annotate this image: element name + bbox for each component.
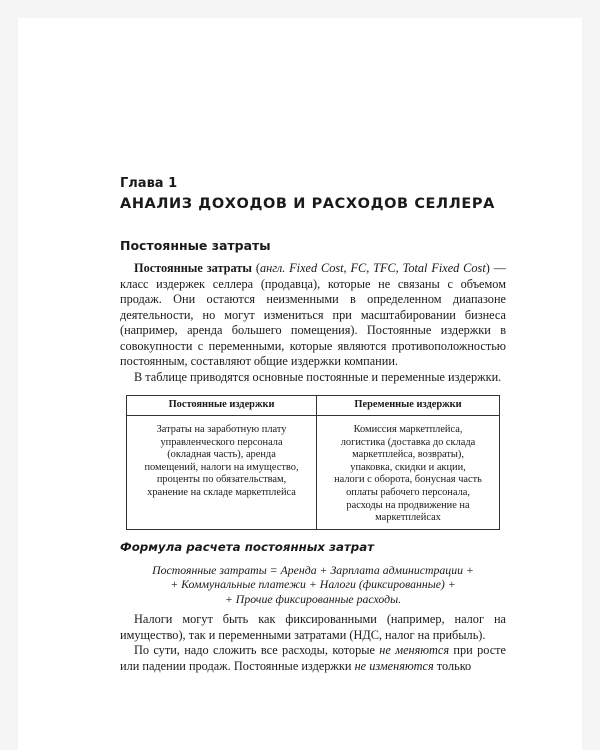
formula-line: Постоянные затраты = Аренда + Зарплата администрации +	[152, 562, 474, 577]
variable-line: маркетплейса, возвраты),	[352, 449, 464, 461]
book-page	[18, 18, 582, 750]
term-alias: англ. Fixed Cost, FC, TFC, Total Fixed Cost	[259, 261, 486, 275]
fixed-line: проценты по обязательствам,	[156, 474, 287, 486]
paragraph-table-intro: В таблице приводятся основные постоянные и переменные издержки.	[134, 369, 502, 384]
cell-variable-costs	[317, 416, 500, 530]
variable-line: налоги с оборота, бонусная часть	[334, 474, 482, 486]
page-content	[120, 176, 506, 674]
fixed-line: Затраты на заработную плату	[156, 424, 287, 435]
table-header-row	[127, 396, 500, 416]
fixed-line: (окладная часть), аренда	[167, 449, 276, 461]
paragraph-taxes: Налоги могут быть как фиксированными (например, налог на имущество), так и переменными затратами (НДС, налог на прибыль).	[120, 612, 506, 642]
definition-text: ) — класс издержек селлера (продавца), которые не связаны с объемом продаж. Они остаются неизменными в определенном диапазоне деятельности, но могут измениться при масштабировании бизнеса (например, аренда большего помещения). Постоянные издержки в совокупности с переменными, которые являются противоположностью постоянным, составляют общие издержки компании.	[120, 261, 506, 368]
term-bold: Постоянные затраты	[134, 261, 252, 275]
variable-line: Комиссия маркетплейса,	[353, 424, 463, 435]
formula-line: + Коммунальные платежи + Налоги (фиксированные) +	[170, 577, 456, 592]
summary-text: только	[433, 658, 472, 673]
summary-emphasis: не меняются	[379, 643, 450, 658]
variable-line: оплаты рабочего персонала,	[346, 486, 470, 498]
chapter-title: АНАЛИЗ ДОХОДОВ И РАСХОДОВ СЕЛЛЕРА	[120, 196, 495, 212]
fixed-cost-formula	[120, 563, 506, 607]
header-variable-costs: Переменные издержки	[317, 396, 500, 416]
summary-text: при росте или падении продаж. Постоянные издержки	[120, 643, 506, 673]
paren-open: (	[251, 261, 260, 275]
chapter-label: Глава 1	[120, 176, 178, 191]
summary-text: По сути, надо сложить все расходы, которые	[134, 643, 380, 658]
section-title: Постоянные затраты	[120, 238, 271, 253]
variable-line: упаковка, скидки и акции,	[350, 461, 466, 473]
fixed-line: помещений, налоги на имущество,	[144, 461, 299, 473]
formula-title: Формула расчета постоянных затрат	[120, 539, 375, 554]
summary-emphasis: не изменяются	[354, 658, 434, 673]
paragraph-definition	[120, 261, 506, 370]
variable-line: логистика (доставка до склада	[340, 436, 476, 448]
fixed-line: управленческого персонала	[160, 436, 283, 448]
variable-line: маркетплейсах	[375, 512, 441, 524]
header-fixed-costs: Постоянные издержки	[127, 396, 317, 416]
costs-table	[126, 395, 500, 530]
paragraph-summary	[120, 643, 506, 674]
formula-line: + Прочие фиксированные расходы.	[224, 591, 402, 606]
variable-line: расходы на продвижение на	[346, 499, 470, 511]
fixed-line: хранение на складе маркетплейса	[147, 486, 296, 498]
cell-fixed-costs	[127, 416, 317, 530]
table-row	[127, 416, 500, 530]
